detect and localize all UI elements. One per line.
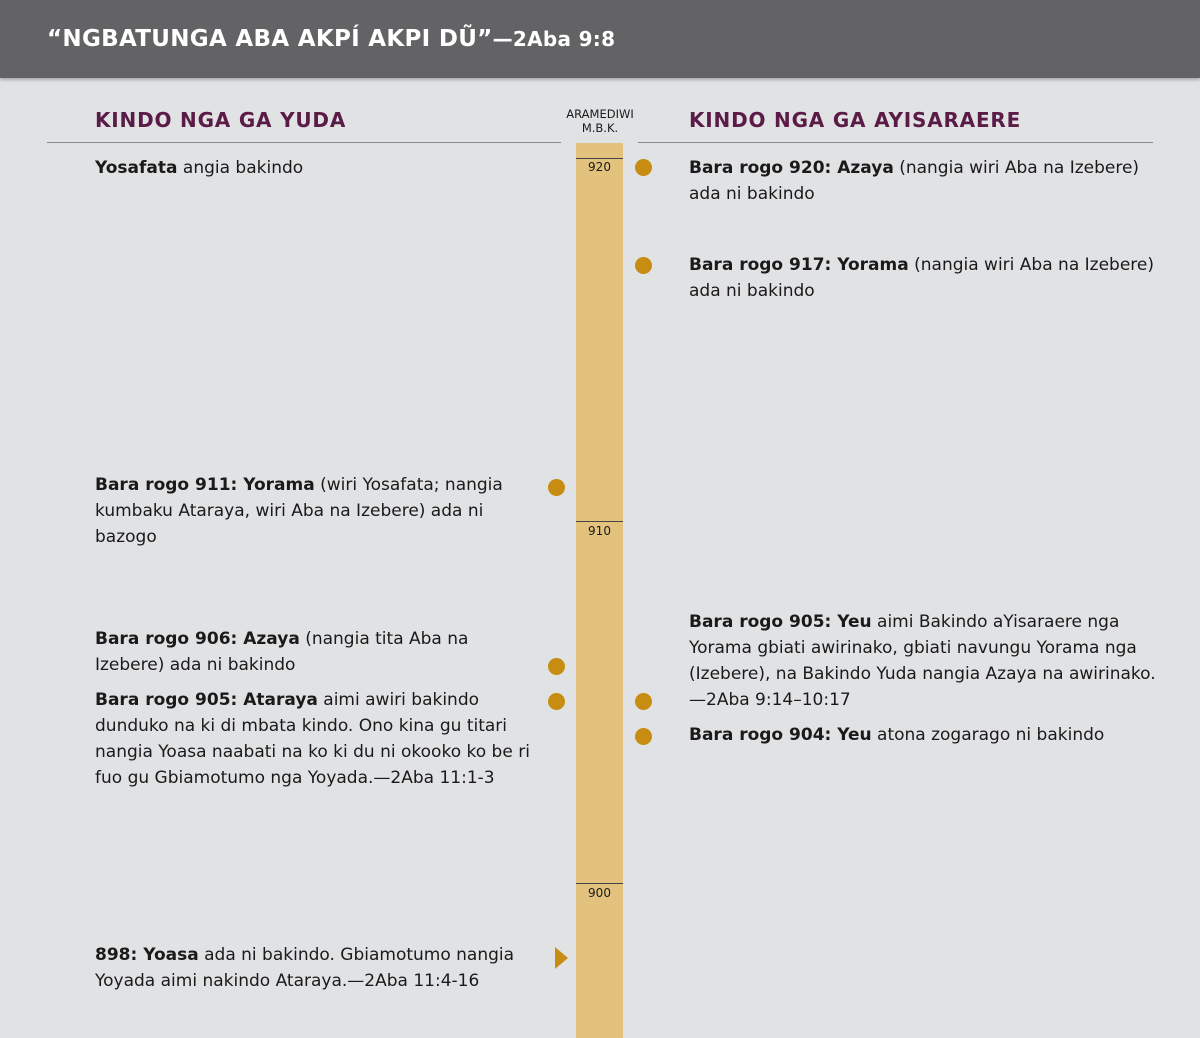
left-column-heading: KINDO NGA GA YUDA bbox=[95, 108, 347, 132]
timeline-bar bbox=[576, 143, 623, 1038]
entry-text: ada ni bakindo. Gbiamotumo nangia Yoyada aimi nakindo Ataraya.—2Aba 11:4-16 bbox=[95, 945, 515, 991]
axis-label-line2: M.B.K. bbox=[581, 121, 619, 135]
left-heading-rule bbox=[47, 142, 561, 143]
marker-arrow-898 bbox=[555, 947, 568, 969]
title-text: “NGBATUNGA ABA AKPÍ AKPI DŨ” bbox=[47, 26, 493, 52]
entry-bold: Bara rogo 906: Azaya bbox=[95, 629, 300, 649]
axis-label-line1: ARAMEDIWI bbox=[566, 107, 634, 121]
marker-dot-911 bbox=[548, 479, 565, 496]
entry-bold: Bara rogo 917: Yorama bbox=[689, 255, 909, 275]
marker-dot-905-right bbox=[635, 693, 652, 710]
marker-dot-917 bbox=[635, 257, 652, 274]
marker-dot-904 bbox=[635, 728, 652, 745]
left-entry-906 bbox=[95, 626, 535, 678]
entry-text: aimi awiri bakindo dunduko na ki di mbata kindo. Ono kina gu titari nangia Yoasa naabati na ko ki du ni okooko ko be ri fuo gu Gbiamotumo nga Yoyada.—2Aba 11:1-3 bbox=[95, 690, 530, 788]
marker-dot-906 bbox=[548, 658, 565, 675]
tick-900 bbox=[576, 883, 623, 884]
marker-dot-905-left bbox=[548, 693, 565, 710]
entry-bold: Bara rogo 920: Azaya bbox=[689, 158, 894, 178]
entry-bold: Yosafata bbox=[95, 158, 178, 178]
tick-label-910: 910 bbox=[588, 524, 611, 538]
tick-label-900: 900 bbox=[588, 886, 611, 900]
left-entry-898 bbox=[95, 942, 515, 994]
right-entry-904 bbox=[689, 722, 1169, 748]
tick-910 bbox=[576, 521, 623, 522]
right-heading-rule bbox=[638, 142, 1153, 143]
entry-text: aimi Bakindo aYisaraere nga Yorama gbiati awirinako, gbiati navungu Yorama nga (Izebere), na Bakindo Yuda nangia Azaya na awirinako.—2Aba 9:14–10:17 bbox=[689, 612, 1156, 710]
entry-bold: Bara rogo 904: Yeu bbox=[689, 725, 872, 745]
right-entry-917 bbox=[689, 252, 1169, 304]
page-header bbox=[0, 0, 1200, 78]
entry-text: (wiri Yosafata; nangia kumbaku Ataraya, wiri Aba na Izebere) ada ni bazogo bbox=[95, 475, 503, 547]
axis-label bbox=[558, 107, 642, 135]
entry-text: (nangia tita Aba na Izebere) ada ni bakindo bbox=[95, 629, 469, 675]
entry-text: atona zogarago ni bakindo bbox=[871, 725, 1105, 745]
entry-text: angia bakindo bbox=[177, 158, 304, 178]
entry-bold: Bara rogo 905: Ataraya bbox=[95, 690, 318, 710]
right-entry-905 bbox=[689, 609, 1159, 713]
left-entry-911 bbox=[95, 472, 515, 550]
page-title bbox=[47, 26, 615, 52]
left-entry-905 bbox=[95, 687, 535, 791]
marker-dot-920 bbox=[635, 159, 652, 176]
tick-label-920: 920 bbox=[588, 160, 611, 174]
entry-text: (nangia wiri Aba na Izebere) ada ni bakindo bbox=[689, 255, 1154, 301]
tick-920 bbox=[576, 158, 623, 159]
entry-text: (nangia wiri Aba na Izebere) ada ni bakindo bbox=[689, 158, 1140, 204]
title-reference: —2Aba 9:8 bbox=[492, 27, 616, 51]
entry-bold: Bara rogo 905: Yeu bbox=[689, 612, 872, 632]
left-entry-yosafata bbox=[95, 155, 535, 181]
right-entry-920 bbox=[689, 155, 1169, 207]
right-column-heading: KINDO NGA GA AYISARAERE bbox=[689, 108, 1022, 132]
entry-bold: 898: Yoasa bbox=[95, 945, 199, 965]
entry-bold: Bara rogo 911: Yorama bbox=[95, 475, 315, 495]
